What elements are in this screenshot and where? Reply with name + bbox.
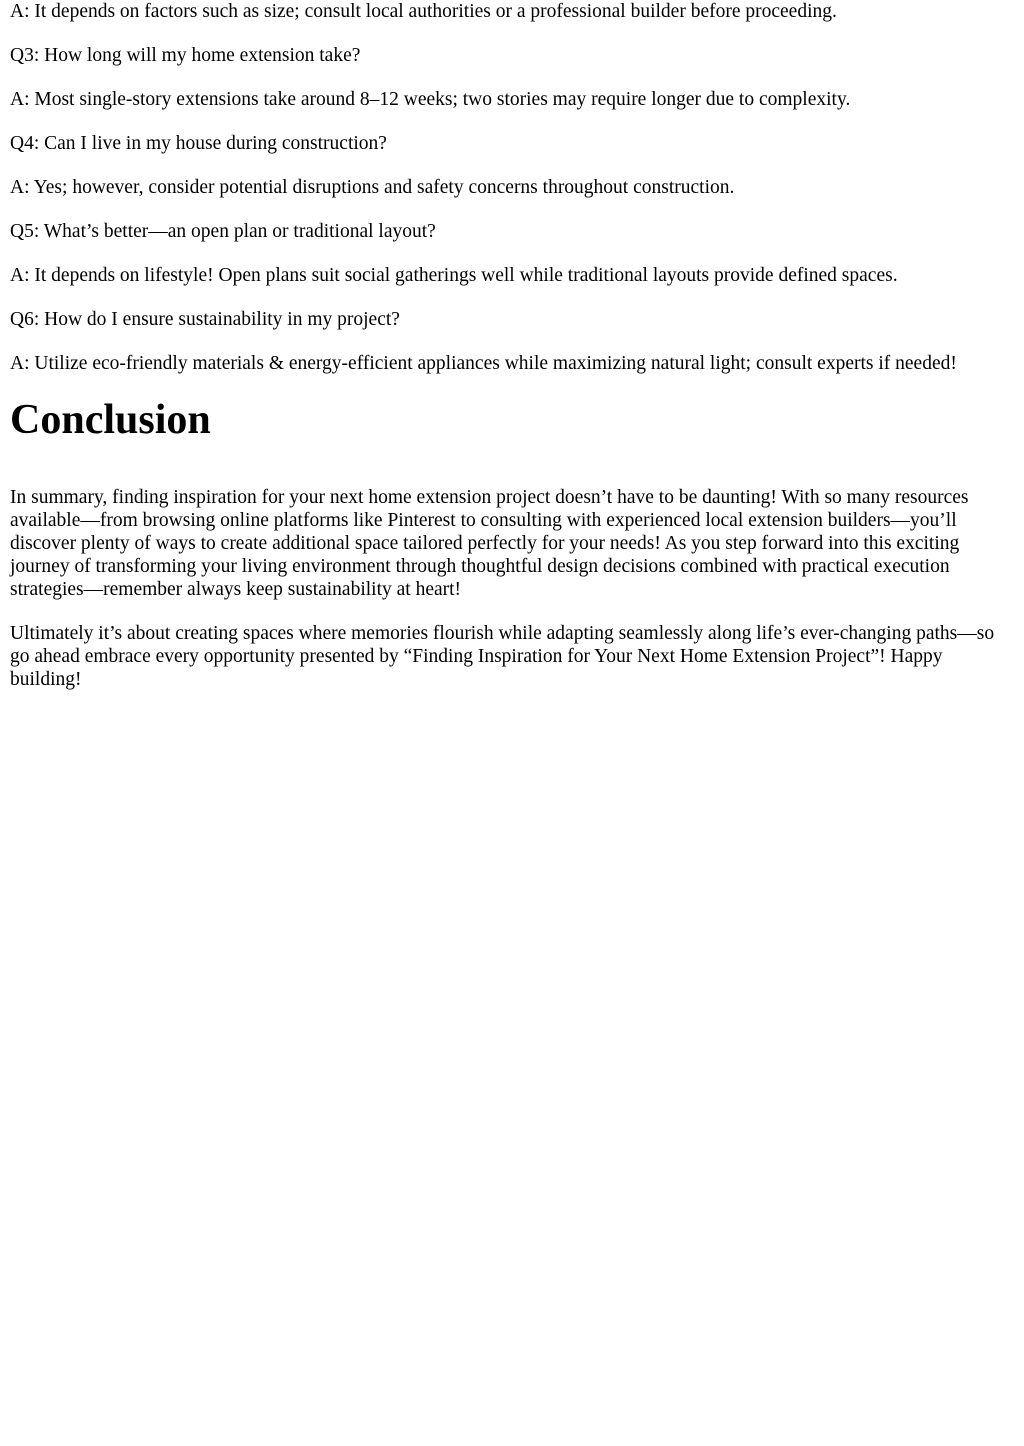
faq-question: Q6: How do I ensure sustainability in my project? [10, 309, 400, 330]
faq-answer: A: It depends on lifestyle! Open plans suit social gatherings well while traditional layouts provide defined spaces. [10, 265, 898, 286]
conclusion-section [10, 396, 1014, 691]
article-body [10, 0, 1014, 691]
conclusion-paragraph: Ultimately it’s about creating spaces where memories flourish while adapting seamlessly along life’s ever-changing paths—so go ahead embrace every opportunity presented by “Finding Inspiration for Your Next Home Extension Project”! Happy building! [10, 623, 995, 690]
faq-question: Q4: Can I live in my house during construction? [10, 133, 387, 154]
faq-question: Q3: How long will my home extension take? [10, 45, 361, 66]
faq-answer: A: Utilize eco-friendly materials & energy-efficient appliances while maximizing natural light; consult experts if needed! [10, 353, 957, 374]
faq-answer: A: Yes; however, consider potential disruptions and safety concerns throughout construction. [10, 177, 735, 198]
faq-answer: A: It depends on factors such as size; consult local authorities or a professional builder before proceeding. [10, 1, 837, 22]
faq-question: Q5: What’s better—an open plan or traditional layout? [10, 221, 436, 242]
conclusion-heading: Conclusion [10, 397, 211, 443]
conclusion-paragraph: In summary, finding inspiration for your next home extension project doesn’t have to be daunting! With so many resources available—from browsing online platforms like Pinterest to consulting with experienced local extension builders—you’ll discover plenty of ways to create additional space tailored perfectly for your needs! As you step forward into this exciting journey of transforming your living environment through thoughtful design decisions combined with practical execution strategies—remember always keep sustainability at heart! [10, 487, 969, 600]
faq-section [10, 0, 1014, 375]
faq-answer: A: Most single-story extensions take around 8–12 weeks; two stories may require longer due to complexity. [10, 89, 851, 110]
